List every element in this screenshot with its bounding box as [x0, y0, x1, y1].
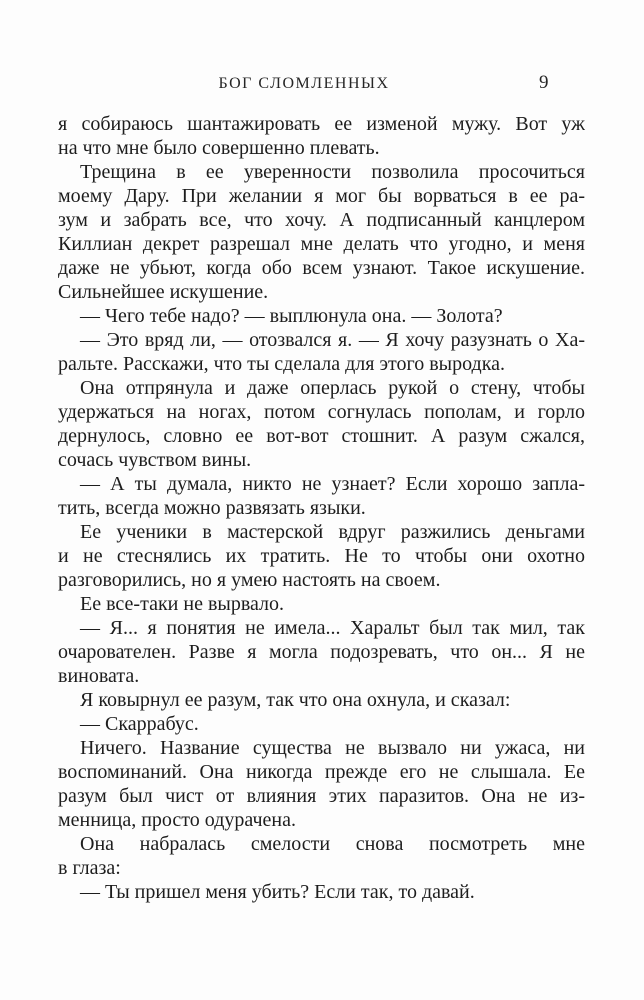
text-line: — Я... я понятия не имела... Харальт был так мил, так	[80, 617, 585, 639]
text-line: разговорились, но я умею настоять на своем.	[58, 569, 441, 591]
page-number: 9	[539, 72, 549, 93]
text-line: Она отпрянула и даже оперлась рукой о стену, чтобы	[80, 377, 585, 399]
text-line: зум и забрать все, что хочу. А подписанный канцлером	[58, 209, 585, 231]
text-line: виновата.	[58, 665, 140, 687]
text-line: на что мне было совершенно плевать.	[58, 137, 380, 159]
text-line: удержаться на ногах, потом согнулась пополам, и горло	[58, 401, 585, 423]
text-line: Киллиан декрет разрешал мне делать что угодно, и меня	[58, 233, 585, 255]
text-line: Трещина в ее уверенности позволила просочиться	[80, 161, 585, 183]
text-line: Ничего. Название существа не вызвало ни ужаса, ни	[80, 737, 585, 759]
text-line: я собираюсь шантажировать ее изменой мужу. Вот уж	[58, 113, 585, 135]
text-line: дернулось, словно ее вот-вот стошнит. А разум сжался,	[58, 425, 585, 447]
text-line: — Ты пришел меня убить? Если так, то давай.	[80, 881, 475, 903]
text-line: Она набралась смелости снова посмотреть мне	[80, 833, 585, 855]
text-line: тить, всегда можно развязать языки.	[58, 497, 366, 519]
running-title: БОГ СЛОМЛЕННЫХ	[218, 75, 390, 92]
text-line: Ее все-таки не вырвало.	[80, 593, 285, 615]
text-line: моему Дару. При желании я мог бы ворваться в ее ра-	[58, 185, 585, 207]
text-line: воспоминаний. Она никогда прежде его не слышала. Ее	[58, 761, 585, 783]
text-line: сочась чувством вины.	[58, 449, 252, 471]
text-line: Сильнейшее искушение.	[58, 281, 269, 303]
body-text	[58, 112, 585, 904]
text-line: — Чего тебе надо? — выплюнула она. — Золота?	[80, 305, 503, 327]
text-line: Ее ученики в мастерской вдруг разжились деньгами	[80, 521, 585, 543]
text-line: очарователен. Разве я могла подозревать, что он... Я не	[58, 641, 585, 663]
text-line: — Скаррабус.	[80, 713, 199, 735]
text-line: и не стеснялись их тратить. Не то чтобы они охотно	[58, 545, 585, 567]
text-line: даже не убьют, когда обо всем узнают. Такое искушение.	[58, 257, 585, 279]
text-line: — А ты думала, никто не узнает? Если хорошо запла-	[80, 473, 585, 495]
text-line: менница, просто одурачена.	[58, 809, 296, 831]
text-line: Я ковырнул ее разум, так что она охнула, и сказал:	[80, 689, 511, 711]
text-line: в глаза:	[58, 857, 121, 879]
text-line: разум был чист от влияния этих паразитов. Она не из-	[58, 785, 585, 807]
text-line: — Это вряд ли, — отозвался я. — Я хочу разузнать о Ха-	[80, 329, 585, 351]
text-line: ральте. Расскажи, что ты сделала для этого выродка.	[58, 353, 506, 375]
